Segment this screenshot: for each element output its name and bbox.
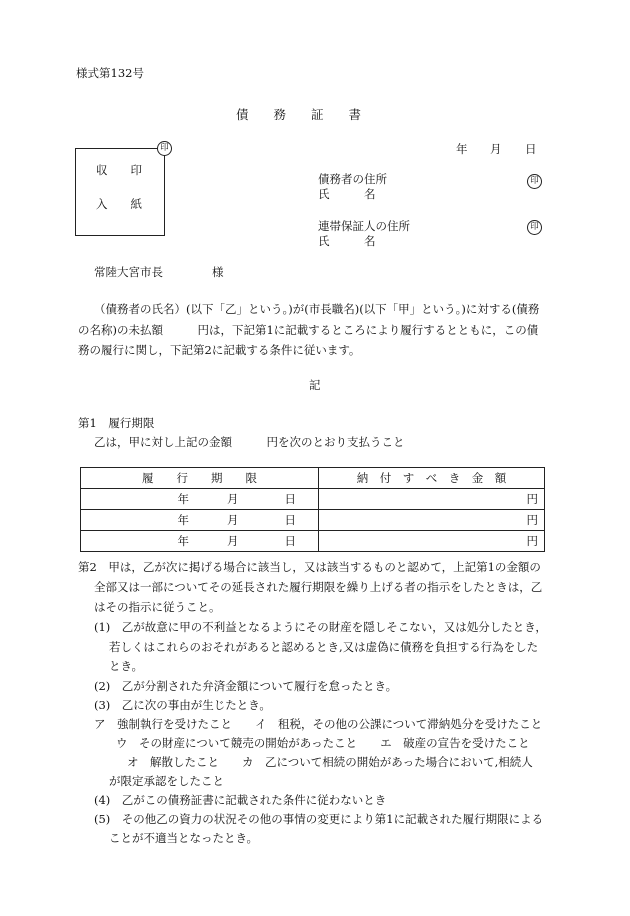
seal-mark-icon: 印 [527, 174, 542, 189]
section2-line-2: 全部又は一部についてその延長された履行期限を繰り上げる者の指示をしたときは，乙 [94, 580, 543, 594]
row-due-date [81, 531, 319, 552]
date-month: 月 [490, 142, 502, 156]
row-amount: 円 [319, 510, 545, 531]
debtor-address-label: 債務者の住所 [318, 172, 387, 186]
section2-subitem-u: ウ その財産について競売の開始があったこと エ 破産の宣告を受けたこと [116, 736, 530, 750]
section2-item1-line2: 若しくはこれらのおそれがあると認めるとき,又は虚偽に債務を負担する行為をした [109, 640, 539, 654]
addressee-honorific: 様 [212, 265, 224, 279]
row-amount: 円 [319, 531, 545, 552]
body-line-1: （債務者の氏名）(以下「乙」という。)が(市長職名)(以下「甲」という。)に対する(債務 [94, 302, 540, 316]
section2-item5-line2: ことが不適当となったとき。 [109, 831, 259, 845]
date-year: 年 [456, 142, 468, 156]
guarantor-name-label: 氏 名 [318, 234, 376, 248]
header-due-date: 履 行 期 限 [81, 468, 319, 489]
section2-subitem-o: オ 解散したこと カ 乙について相続の開始があった場合において,相続人 [127, 755, 533, 769]
section2-item1-line1: (1) 乙が故意に甲の不利益となるようにその財産を隠しそこない，又は処分したとき， [94, 620, 547, 634]
debtor-name-label: 氏 名 [318, 187, 376, 201]
row-month: 月 [227, 534, 239, 548]
body-line-2: の名称)の未払額 円は，下記第1に記載するところにより履行するとともに，この債 [78, 323, 539, 337]
body-line-3: 務の履行に関し，下記第2に記載する条件に従います。 [78, 343, 361, 357]
row-month: 月 [227, 492, 239, 506]
section2-item1-line3: とき。 [109, 659, 144, 673]
row-year: 年 [177, 492, 189, 506]
revenue-stamp-box [75, 148, 165, 236]
document-title: 債 務 証 書 [236, 107, 362, 122]
row-day: 日 [284, 492, 296, 506]
row-year: 年 [177, 513, 189, 527]
section2-subitem-o-cont: が限定承認をしたこと [109, 774, 224, 788]
table-row [81, 531, 545, 552]
table-row [81, 489, 545, 510]
date-day: 日 [525, 142, 537, 156]
section1-heading: 第1 履行期限 [78, 416, 155, 430]
table-row [81, 510, 545, 531]
row-amount: 円 [319, 489, 545, 510]
stamp-box-line2: 入 紙 [96, 197, 142, 211]
section2-item4: (4) 乙がこの債務証書に記載された条件に従わないとき [94, 793, 387, 807]
row-year: 年 [177, 534, 189, 548]
payment-schedule-table [80, 467, 545, 552]
row-day: 日 [284, 513, 296, 527]
guarantor-address-label: 連帯保証人の住所 [318, 219, 410, 233]
ki-heading: 記 [309, 378, 321, 392]
row-due-date [81, 510, 319, 531]
form-number: 様式第132号 [76, 66, 144, 80]
row-day: 日 [284, 534, 296, 548]
seal-mark-icon: 印 [527, 220, 542, 235]
section2-line-3: はその指示に従うこと。 [94, 600, 221, 614]
section2-item3: (3) 乙に次の事由が生じたとき。 [94, 698, 271, 712]
section2-item5-line1: (5) その他乙の資力の状況その他の事情の変更により第1に記載された履行期限による [94, 812, 544, 826]
header-amount: 納 付 す べ き 金 額 [319, 468, 545, 489]
section1-line: 乙は，甲に対し上記の金額 円を次のとおり支払うこと [94, 435, 405, 449]
stamp-box-line1: 収 印 [96, 163, 142, 177]
section2-line-1: 第2 甲は，乙が次に掲げる場合に該当し，又は該当するものと認めて，上記第1の金額の [78, 560, 541, 574]
row-month: 月 [227, 513, 239, 527]
addressee-name: 常陸大宮市長 [94, 265, 163, 279]
section2-item2: (2) 乙が分割された弁済金額について履行を怠ったとき。 [94, 679, 398, 693]
seal-mark-icon: 印 [157, 141, 172, 156]
table-header-row [81, 468, 545, 489]
row-due-date [81, 489, 319, 510]
section2-subitem-a: ア 強制執行を受けたこと イ 租税，その他の公課について滞納処分を受けたこと [94, 717, 543, 731]
